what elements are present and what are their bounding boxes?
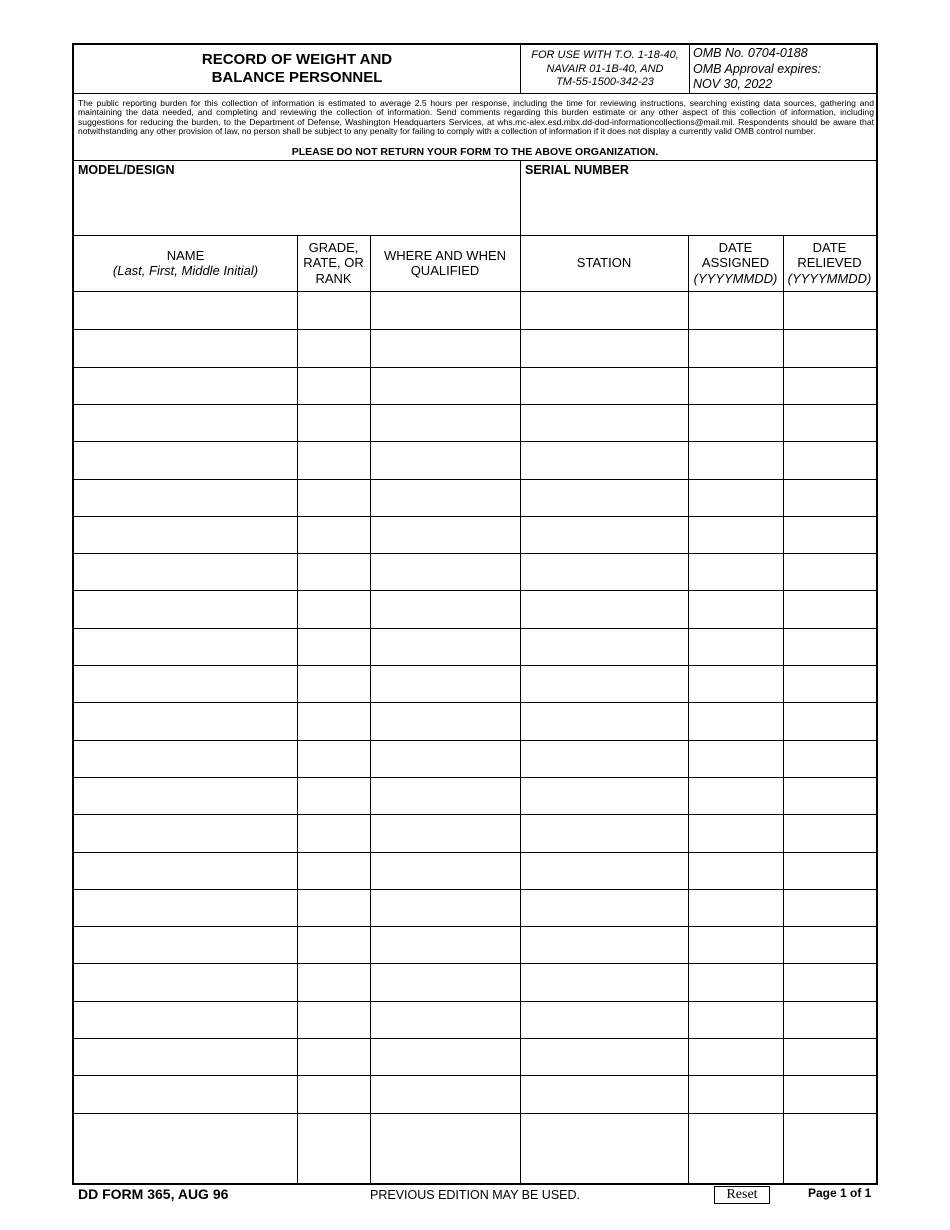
cell-station[interactable] [520,479,688,516]
cell-relieved[interactable] [783,479,876,516]
cell-grade[interactable] [297,479,370,516]
cell-grade[interactable] [297,963,370,1000]
cell-assigned[interactable] [688,1113,783,1150]
cell-assigned[interactable] [688,963,783,1000]
cell-name[interactable] [74,590,297,627]
cell-relieved[interactable] [783,367,876,404]
cell-grade[interactable] [297,590,370,627]
cell-grade[interactable] [297,889,370,926]
column-header-assigned-line2: ASSIGNED [701,255,770,271]
column-header-assigned-line1: DATE [718,239,753,255]
column-header-station-label: STATION [576,255,632,271]
cell-where[interactable] [370,516,520,553]
cell-name[interactable] [74,852,297,889]
cell-name[interactable] [74,740,297,777]
column-header-name-line2: (Last, First, Middle Initial) [112,263,259,278]
cell-name[interactable] [74,1113,297,1150]
cell-assigned[interactable] [688,740,783,777]
cell-relieved[interactable] [783,1113,876,1150]
cell-station[interactable] [520,740,688,777]
cell-relieved[interactable] [783,852,876,889]
cell-where[interactable] [370,441,520,478]
page-number: Page 1 of 1 [808,1186,872,1200]
cell-name[interactable] [74,814,297,851]
cell-name[interactable] [74,665,297,702]
cell-relieved[interactable] [783,1038,876,1075]
cell-name[interactable] [74,404,297,441]
column-header-grade [297,236,370,290]
cell-grade[interactable] [297,926,370,963]
cell-station[interactable] [520,628,688,665]
cell-relieved[interactable] [783,590,876,627]
cell-name[interactable] [74,479,297,516]
cell-grade[interactable] [297,516,370,553]
cell-grade[interactable] [297,367,370,404]
cell-assigned[interactable] [688,889,783,926]
cell-station[interactable] [520,889,688,926]
cell-name[interactable] [74,516,297,553]
cell-where[interactable] [370,367,520,404]
cell-name[interactable] [74,963,297,1000]
cell-grade[interactable] [297,1001,370,1038]
cell-relieved[interactable] [783,665,876,702]
cell-assigned[interactable] [688,516,783,553]
column-header-where-when [370,236,520,290]
omb-info [693,46,873,93]
cell-name[interactable] [74,1075,297,1112]
cell-relieved[interactable] [783,889,876,926]
cell-assigned[interactable] [688,553,783,590]
cell-station[interactable] [520,702,688,739]
cell-where[interactable] [370,292,520,329]
cell-assigned[interactable] [688,814,783,851]
cell-grade[interactable] [297,1038,370,1075]
cell-where[interactable] [370,777,520,814]
form-frame [72,43,878,1185]
cell-where[interactable] [370,590,520,627]
divider [74,93,876,94]
serial-number-label: SERIAL NUMBER [525,163,629,177]
column-header-assigned-line3: (YYYYMMDD) [693,270,778,286]
omb-approval-label: OMB Approval expires: [693,61,822,76]
cell-assigned[interactable] [688,329,783,366]
cell-where[interactable] [370,628,520,665]
cell-where[interactable] [370,479,520,516]
column-header-relieved-line2: RELIEVED [797,255,862,271]
cell-assigned[interactable] [688,628,783,665]
cell-station[interactable] [520,665,688,702]
cell-grade[interactable] [297,404,370,441]
column-header-relieved-line1: DATE [812,239,847,255]
cell-station[interactable] [520,1038,688,1075]
cell-station[interactable] [520,292,688,329]
cell-relieved[interactable] [783,1075,876,1112]
cell-assigned[interactable] [688,1001,783,1038]
cell-grade[interactable] [297,702,370,739]
column-header-date-assigned [688,236,783,290]
column-header-where-line1: WHERE AND WHEN [383,247,507,263]
cell-where[interactable] [370,404,520,441]
cell-name[interactable] [74,889,297,926]
for-use-with [521,49,689,90]
column-header-date-relieved [783,236,876,290]
cell-assigned[interactable] [688,441,783,478]
cell-grade[interactable] [297,628,370,665]
cell-station[interactable] [520,963,688,1000]
omb-expiration-date: NOV 30, 2022 [693,77,773,91]
model-design-label: MODEL/DESIGN [78,163,175,177]
cell-where[interactable] [370,329,520,366]
cell-grade[interactable] [297,777,370,814]
cell-assigned[interactable] [688,367,783,404]
cell-station[interactable] [520,777,688,814]
cell-relieved[interactable] [783,329,876,366]
cell-relieved[interactable] [783,702,876,739]
cell-where[interactable] [370,889,520,926]
cell-station[interactable] [520,852,688,889]
cell-where[interactable] [370,926,520,963]
cell-station[interactable] [520,367,688,404]
cell-relieved[interactable] [783,740,876,777]
cell-name[interactable] [74,441,297,478]
cell-grade[interactable] [297,665,370,702]
cell-station[interactable] [520,404,688,441]
column-header-name [74,236,297,290]
do-not-return-notice: PLEASE DO NOT RETURN YOUR FORM TO THE ABOVE ORGANIZATION. [291,146,659,158]
form-title-line1: RECORD OF WEIGHT AND [201,51,393,68]
for-use-line2: NAVAIR 01-1B-40, AND [546,62,664,75]
column-header-name-line1: NAME [166,247,205,263]
cell-where[interactable] [370,1038,520,1075]
burden-statement: The public reporting burden for this collection of information is estimated to average 2.5 hours per response, including the time for reviewing instructions, searching existing data sources, gathering and maintaining the data needed, and completing and reviewing the collection of information. Send comments regarding this burden estimate or any other aspect of this collection of information, including suggestions for reducing the burden, to the Department of Defense, Washington Headquarters Services, at whs.mc-alex.esd.mbx.dd-dod-informationcollections@mail.mil. Respondents should be aware that notwithstanding any other provision of law, no person shall be subject to any penalty for failing to comply with a collection of information if it does not display a currently valid OMB control number. [78,98,874,136]
cell-name[interactable] [74,702,297,739]
cell-grade[interactable] [297,852,370,889]
cell-grade[interactable] [297,740,370,777]
cell-where[interactable] [370,740,520,777]
cell-name[interactable] [74,628,297,665]
reset-button[interactable]: Reset [714,1186,770,1204]
cell-relieved[interactable] [783,628,876,665]
column-header-grade-line2: RATE, OR [303,255,364,271]
omb-number: OMB No. 0704-0188 [693,46,808,60]
cell-grade[interactable] [297,553,370,590]
previous-edition-note: PREVIOUS EDITION MAY BE USED. [370,1188,580,1202]
cell-relieved[interactable] [783,963,876,1000]
cell-grade[interactable] [297,814,370,851]
cell-relieved[interactable] [783,516,876,553]
form-number: DD FORM 365, AUG 96 [78,1186,229,1202]
cell-assigned[interactable] [688,702,783,739]
cell-assigned[interactable] [688,1038,783,1075]
cell-where[interactable] [370,852,520,889]
cell-station[interactable] [520,590,688,627]
cell-where[interactable] [370,1001,520,1038]
cell-relieved[interactable] [783,553,876,590]
model-design-field[interactable] [76,179,518,233]
cell-relieved[interactable] [783,926,876,963]
cell-station[interactable] [520,926,688,963]
column-header-station [520,236,688,290]
form-title [74,51,520,87]
cell-relieved[interactable] [783,404,876,441]
cell-assigned[interactable] [688,404,783,441]
cell-station[interactable] [520,329,688,366]
cell-station[interactable] [520,1001,688,1038]
cell-station[interactable] [520,441,688,478]
cell-relieved[interactable] [783,777,876,814]
cell-name[interactable] [74,777,297,814]
cell-where[interactable] [370,1113,520,1150]
cell-where[interactable] [370,963,520,1000]
cell-assigned[interactable] [688,665,783,702]
cell-grade[interactable] [297,1113,370,1150]
for-use-line3: TM-55-1500-342-23 [556,76,654,88]
cell-assigned[interactable] [688,292,783,329]
cell-where[interactable] [370,553,520,590]
cell-where[interactable] [370,1075,520,1112]
divider [74,160,876,161]
cell-where[interactable] [370,702,520,739]
cell-grade[interactable] [297,1075,370,1112]
cell-assigned[interactable] [688,590,783,627]
cell-name[interactable] [74,926,297,963]
divider [520,160,521,235]
cell-relieved[interactable] [783,1001,876,1038]
cell-assigned[interactable] [688,852,783,889]
column-header-grade-line1: GRADE, [308,239,359,255]
cell-grade[interactable] [297,441,370,478]
cell-relieved[interactable] [783,292,876,329]
cell-name[interactable] [74,367,297,404]
column-header-relieved-line3: (YYYYMMDD) [787,270,872,286]
form-title-line2: BALANCE PERSONNEL [211,69,383,86]
cell-assigned[interactable] [688,777,783,814]
cell-relieved[interactable] [783,441,876,478]
serial-number-field[interactable] [524,179,874,233]
cell-name[interactable] [74,1038,297,1075]
cell-station[interactable] [520,1113,688,1150]
for-use-line1: FOR USE WITH T.O. 1-18-40, [531,49,679,61]
column-header-grade-line3: RANK [315,270,352,286]
cell-grade[interactable] [297,292,370,329]
cell-grade[interactable] [297,329,370,366]
column-header-where-line2: QUALIFIED [410,263,480,278]
cell-assigned[interactable] [688,926,783,963]
cell-name[interactable] [74,329,297,366]
cell-name[interactable] [74,553,297,590]
cell-assigned[interactable] [688,1075,783,1112]
cell-station[interactable] [520,1075,688,1112]
cell-relieved[interactable] [783,814,876,851]
cell-station[interactable] [520,553,688,590]
divider [689,45,690,93]
cell-name[interactable] [74,1001,297,1038]
cell-station[interactable] [520,516,688,553]
cell-assigned[interactable] [688,479,783,516]
cell-where[interactable] [370,814,520,851]
cell-station[interactable] [520,814,688,851]
cell-name[interactable] [74,292,297,329]
cell-where[interactable] [370,665,520,702]
